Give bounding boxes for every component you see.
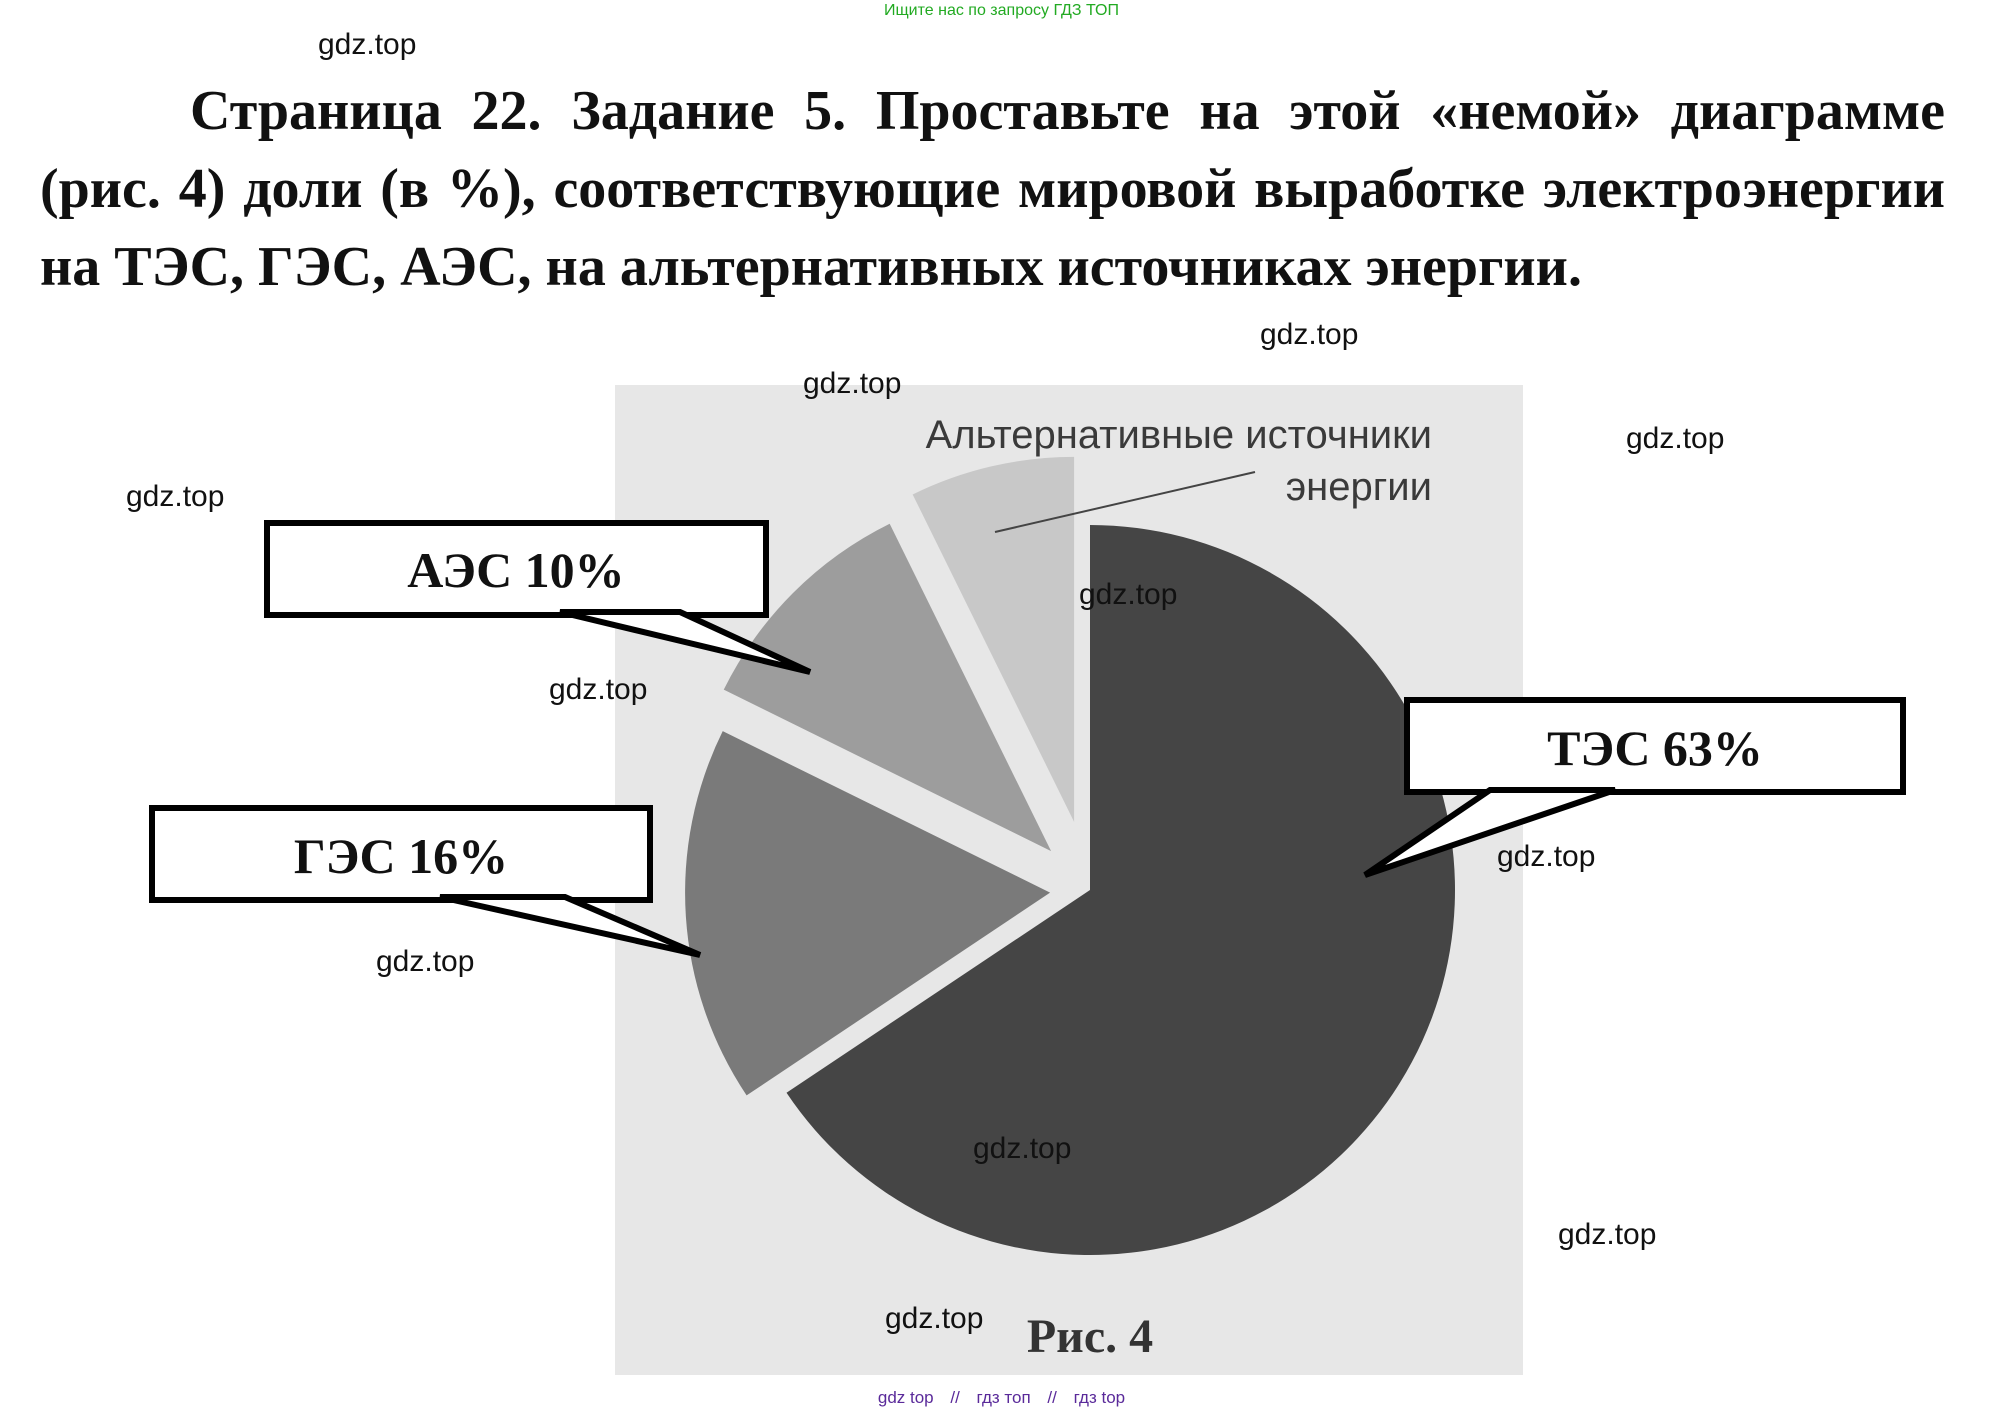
watermark: gdz.top (1260, 318, 1359, 351)
watermark: gdz.top (1497, 840, 1596, 873)
callout-ges (152, 808, 700, 955)
figure-caption: Рис. 4 (1026, 1310, 1154, 1363)
watermark: gdz.top (803, 367, 902, 400)
watermark: gdz.top (1626, 422, 1725, 455)
alt-label-line1: Альтернативные источники (925, 413, 1432, 457)
watermark: gdz.top (885, 1302, 984, 1335)
alt-label-line2: энергии (1285, 465, 1432, 509)
slice-label-tes: ТЭС 63% (1547, 720, 1763, 776)
slice-label-ges: ГЭС 16% (293, 828, 509, 884)
watermark: gdz.top (318, 28, 417, 61)
watermark: gdz.top (973, 1132, 1072, 1165)
footer-separator: // (950, 1388, 960, 1407)
watermark: gdz.top (126, 480, 225, 513)
callout-tes (1365, 700, 1903, 875)
slice-label-aes: АЭС 10% (407, 542, 625, 598)
footer-separator: // (1047, 1388, 1057, 1407)
footer-link[interactable]: гдз top (1073, 1388, 1126, 1407)
callout-aes (267, 523, 810, 672)
footer-links (0, 1388, 2003, 1408)
task-text: Страница 22. Задание 5. Проставьте на этой «немой» диаграмме (рис. 4) доли (в %), соответствующие мировой выработке электроэнергии на ТЭС, ГЭС, АЭС, на альтернативных источниках энергии. (40, 80, 1945, 298)
top-banner: Ищите нас по запросу ГДЗ ТОП (884, 2, 1119, 19)
footer-link[interactable]: gdz top (877, 1388, 934, 1407)
watermark: gdz.top (549, 673, 648, 706)
watermark: gdz.top (376, 945, 475, 978)
footer-link[interactable]: гдз топ (976, 1388, 1031, 1407)
watermark: gdz.top (1558, 1218, 1657, 1251)
watermark: gdz.top (1079, 578, 1178, 611)
